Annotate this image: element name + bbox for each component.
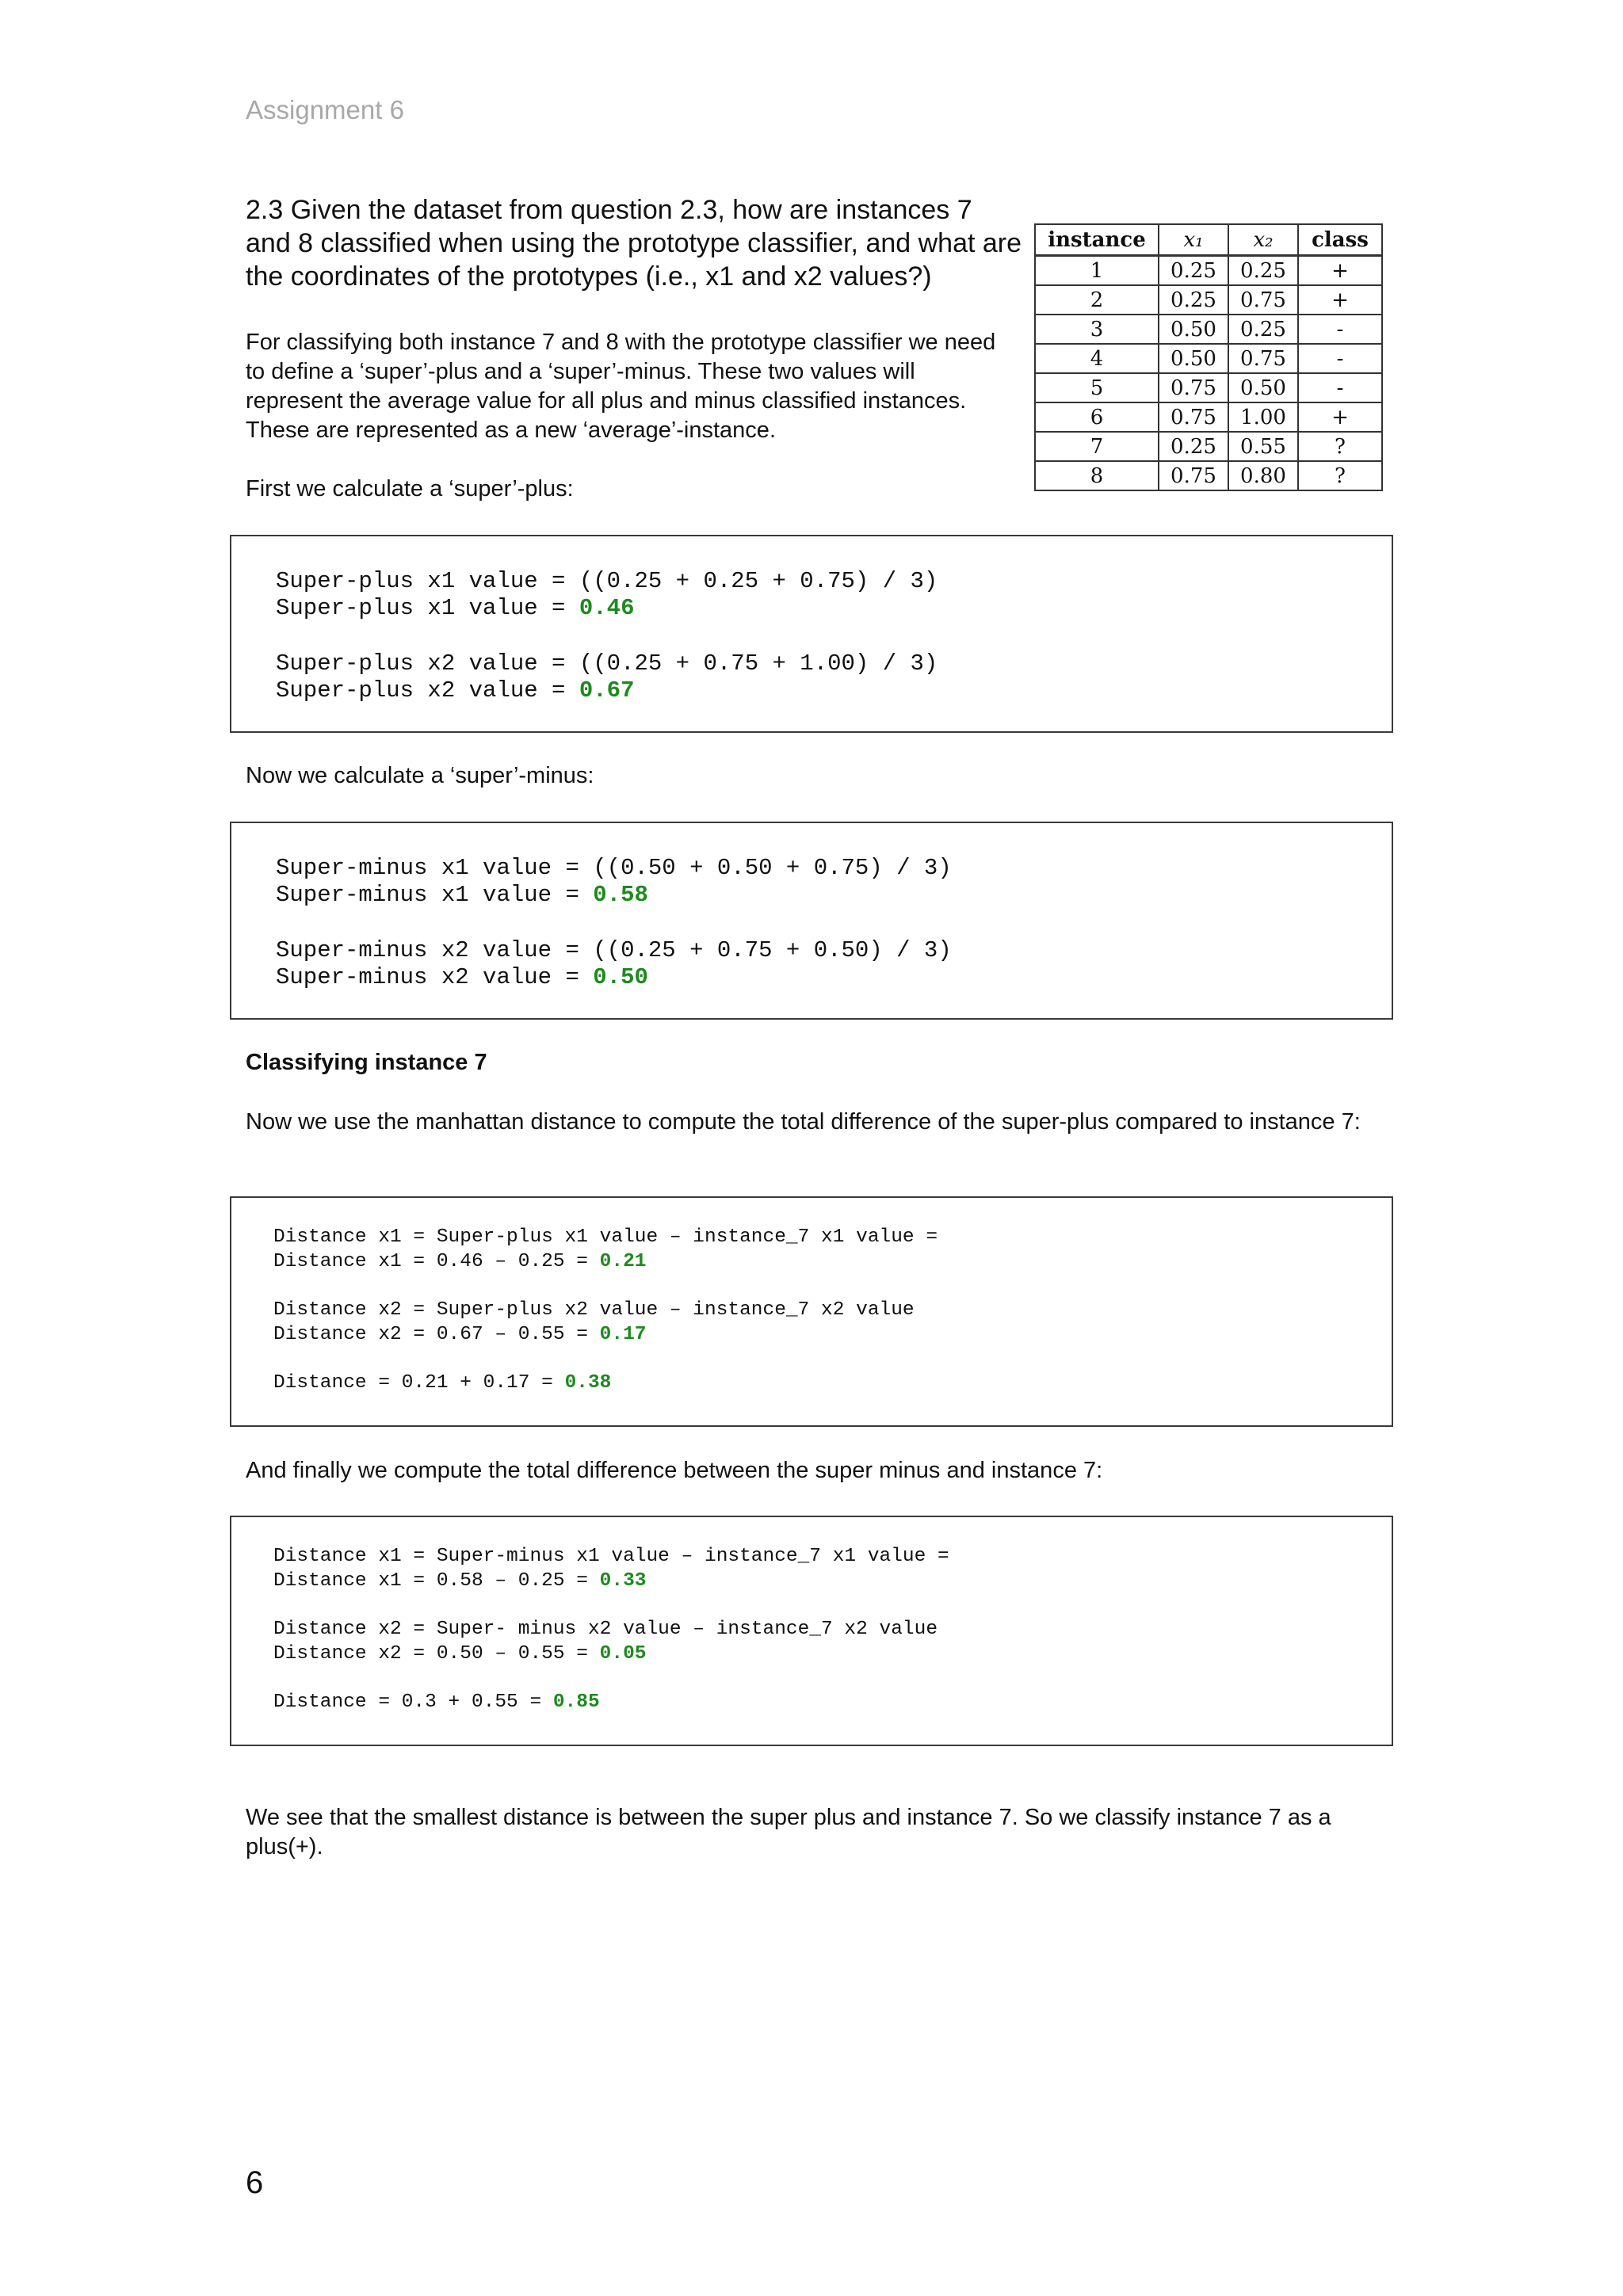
code-text: Distance x2 = 0.50 – 0.55 = (273, 1643, 600, 1665)
result-value: 0.33 (599, 1570, 647, 1592)
table-cell: + (1298, 256, 1382, 286)
code-line (273, 1643, 646, 1665)
section-heading: Classifying instance 7 (246, 1050, 487, 1075)
code-text: Super-minus x1 value = (276, 882, 594, 908)
column-header-x1: x₁ (1159, 224, 1228, 256)
table-row (1035, 344, 1382, 373)
code-line (276, 677, 635, 704)
table-row (1035, 402, 1382, 432)
table-cell: - (1298, 344, 1382, 373)
table-cell: 0.25 (1159, 285, 1228, 315)
finally-paragraph: And finally we compute the total difference between the super minus and instance 7: (246, 1458, 1103, 1483)
table-cell: 0.50 (1159, 344, 1228, 373)
table-cell: 0.50 (1228, 373, 1298, 402)
code-line: Super-plus x1 value = ((0.25 + 0.25 + 0.75) / 3) (276, 568, 938, 594)
result-value: 0.46 (579, 595, 635, 621)
table-cell: 0.75 (1159, 402, 1228, 432)
table-cell: 0.25 (1159, 256, 1228, 286)
result-value: 0.50 (593, 964, 648, 990)
result-value: 0.38 (564, 1372, 612, 1394)
code-line (273, 1251, 646, 1272)
table-cell: 0.25 (1228, 315, 1298, 344)
table-cell: 1 (1035, 256, 1159, 286)
table-cell: 0.25 (1159, 432, 1228, 461)
table-cell: 0.75 (1159, 373, 1228, 402)
table-cell: + (1298, 285, 1382, 315)
table-cell: 7 (1035, 432, 1159, 461)
table-row (1035, 285, 1382, 315)
code-text: Distance = 0.21 + 0.17 = (273, 1372, 565, 1394)
code-line: Super-minus x1 value = ((0.50 + 0.50 + 0.75) / 3) (276, 855, 952, 881)
super-plus-code-box (230, 535, 1393, 733)
column-header-class: class (1298, 224, 1382, 256)
code-text: Distance x1 = 0.58 – 0.25 = (273, 1570, 600, 1592)
result-value: 0.21 (599, 1251, 647, 1272)
table-cell: 6 (1035, 402, 1159, 432)
table-cell: - (1298, 315, 1382, 344)
result-value: 0.85 (552, 1691, 600, 1713)
result-value: 0.58 (593, 882, 648, 908)
table-cell: 1.00 (1228, 402, 1298, 432)
table-cell: 3 (1035, 315, 1159, 344)
page-number: 6 (246, 2165, 264, 2200)
question-text: 2.3 Given the dataset from question 2.3, how are instances 7 and 8 classified when using the prototype classifier, and what are the coordinates of the prototypes (i.e., x1 and x2 values?) (246, 195, 1022, 292)
table-header-row (1035, 224, 1382, 256)
table-cell: 0.75 (1228, 285, 1298, 315)
intro-paragraph: For classifying both instance 7 and 8 with the prototype classifier we need to define a ‘super’-plus and a ‘super’-minus. These two values will represent the average value for all plus and minus classified instances. These are represented as a new ‘average’-instance. (246, 330, 996, 443)
code-line: Super-minus x2 value = ((0.25 + 0.75 + 0.50) / 3) (276, 937, 952, 963)
code-line: Super-plus x2 value = ((0.25 + 0.75 + 1.00) / 3) (276, 650, 938, 677)
code-line: Distance x1 = Super-plus x1 value – instance_7 x1 value = (273, 1226, 938, 1248)
table-cell: 5 (1035, 373, 1159, 402)
conclusion-paragraph: We see that the smallest distance is between the super plus and instance 7. So we classify instance 7 as a plus(+). (246, 1805, 1331, 1859)
code-line (276, 595, 635, 621)
code-text: Super-minus x2 value = (276, 964, 594, 990)
code-line (273, 1691, 600, 1713)
table-cell: ? (1298, 432, 1382, 461)
result-value: 0.67 (579, 677, 635, 704)
table-row (1035, 256, 1382, 286)
column-header-instance: instance (1035, 224, 1159, 256)
table-cell: 0.50 (1159, 315, 1228, 344)
table-cell: - (1298, 373, 1382, 402)
column-header-x2: x₂ (1228, 224, 1298, 256)
code-text: Distance x2 = 0.67 – 0.55 = (273, 1324, 600, 1345)
table-row (1035, 373, 1382, 402)
table-cell: 8 (1035, 461, 1159, 490)
code-line (276, 964, 648, 990)
table-cell: 0.75 (1159, 461, 1228, 490)
code-line (276, 882, 648, 908)
code-line (273, 1570, 646, 1592)
table-cell: 0.25 (1228, 256, 1298, 286)
table-cell: 0.80 (1228, 461, 1298, 490)
code-line: Distance x2 = Super- minus x2 value – instance_7 x2 value (273, 1619, 938, 1640)
table-cell: 2 (1035, 285, 1159, 315)
distance-plus-code-box (230, 1196, 1393, 1427)
code-text: Distance = 0.3 + 0.55 = (273, 1691, 553, 1713)
code-text: Distance x1 = 0.46 – 0.25 = (273, 1251, 600, 1272)
table-cell: 0.75 (1228, 344, 1298, 373)
code-line (273, 1324, 646, 1345)
code-text: Super-plus x2 value = (276, 677, 579, 704)
code-text: Super-plus x1 value = (276, 595, 579, 621)
table-cell: ? (1298, 461, 1382, 490)
table-cell: + (1298, 402, 1382, 432)
table-row (1035, 432, 1382, 461)
super-minus-code-box (230, 822, 1393, 1020)
code-line (273, 1372, 611, 1394)
super-plus-intro: First we calculate a ‘super’-plus: (246, 476, 574, 502)
manhattan-paragraph: Now we use the manhattan distance to compute the total difference of the super-plus compared to instance 7: (246, 1109, 1361, 1135)
result-value: 0.05 (599, 1643, 647, 1665)
table-cell: 0.55 (1228, 432, 1298, 461)
code-line: Distance x1 = Super-minus x1 value – instance_7 x1 value = (273, 1546, 949, 1567)
code-line: Distance x2 = Super-plus x2 value – instance_7 x2 value (273, 1299, 915, 1321)
page-header: Assignment 6 (246, 95, 404, 124)
dataset-table (1034, 223, 1383, 491)
table-row (1035, 315, 1382, 344)
distance-minus-code-box (230, 1516, 1393, 1746)
super-minus-intro: Now we calculate a ‘super’-minus: (246, 763, 594, 788)
table-cell: 4 (1035, 344, 1159, 373)
result-value: 0.17 (599, 1324, 647, 1345)
